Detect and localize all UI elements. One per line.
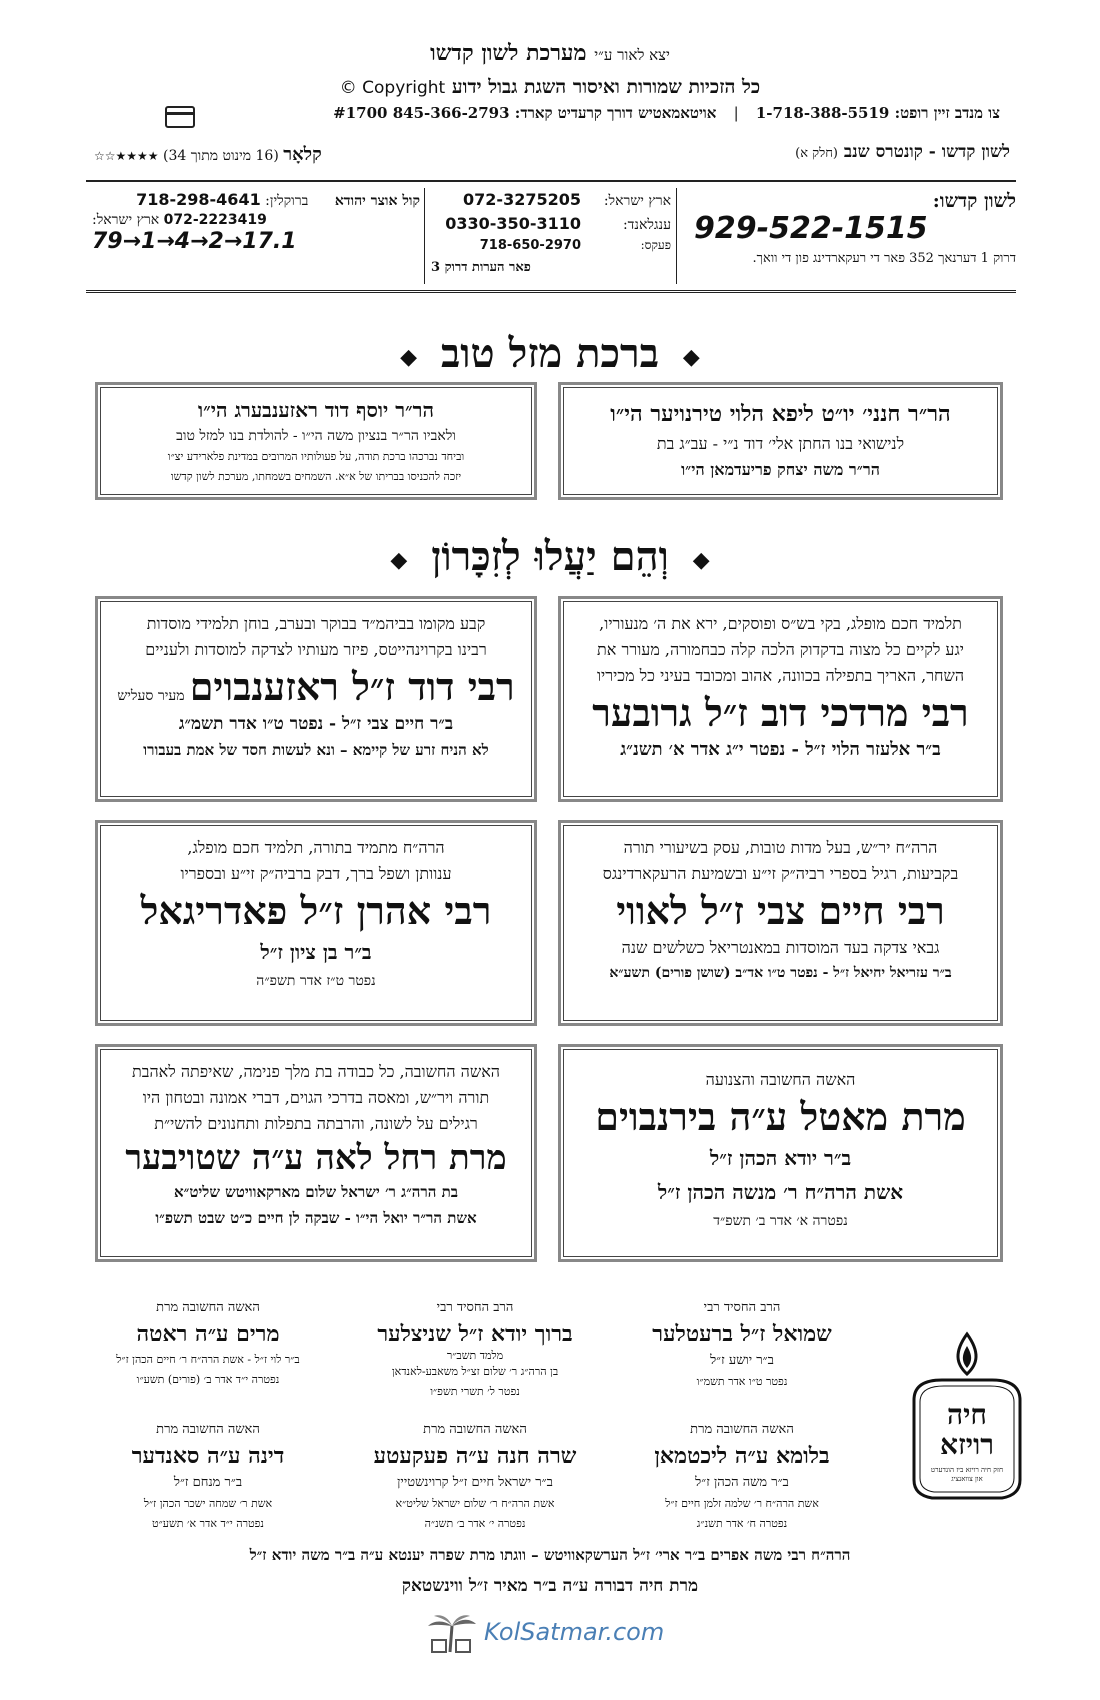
- memorial-box-1: [558, 596, 1003, 802]
- fax-number: 718-650-2970: [479, 238, 581, 253]
- mazal-tov-title: [0, 330, 1100, 377]
- mazal-left-line3: וביחד נברכהו ברכת תודה, על פעולותיו המרובים במדינת פלארידע יצ״ו: [167, 450, 465, 463]
- memorial-father: ב״ר בן ציון ז״ל: [260, 940, 372, 964]
- grid-cell-1: [612, 1298, 872, 1392]
- grid-cell-5: [345, 1420, 605, 1534]
- clear-minutes: (16 מינוט מתוך 34): [163, 148, 279, 164]
- kol-col: [92, 190, 420, 254]
- grid-line: נפטרה י״ד אדר א׳ תשע״ט: [151, 1517, 265, 1530]
- diamond-icon: ◆: [682, 344, 700, 370]
- memorial-note: לא הניח זרע של קיימא – ונא לעשות חסד של אמת בעבורו: [143, 741, 489, 759]
- israel-number: 072-3275205: [463, 190, 581, 209]
- header-donate: צו מנדב זיין רופט: 1-718-388-5519 | אויטאמאטיש דורך קרעדיט קארד: 845-366-2793 #1700: [333, 104, 1000, 122]
- dial-sequence: 79→1→4→2→17.1: [92, 229, 297, 254]
- notes-label: פאר הערות דרוק 3: [431, 260, 531, 275]
- memorial-name: רבי מרדכי דוב ז״ל גרובער: [592, 690, 969, 735]
- clear-indicator: [88, 144, 322, 165]
- mazal-left-name: הר״ר יוסף דוד ראזענבערג הי״ו: [198, 398, 434, 422]
- grid-line: ב״ר יושע ז״ל: [710, 1353, 774, 1368]
- grid-title: הרב החסיד רבי: [703, 1300, 781, 1315]
- grid-line: ב״ר מנחם ז״ל: [173, 1475, 243, 1490]
- memorial-box-5: [558, 1044, 1003, 1262]
- memorial-father: בת הרה״ג ר׳ ישראל שלום מארקאוויטש שליט״א: [173, 1183, 459, 1201]
- memorial-line: הרה״ח יר״ש, בעל מדות טובות, עסק בשיעורי תורה: [623, 838, 938, 857]
- rights-text: כל הזכיות שמורות ואיסור השגת גבול ידוע: [451, 76, 761, 98]
- kol-israel-label: ארץ ישראל:: [92, 212, 160, 228]
- grid-line: מלמד תשב״ר: [446, 1349, 504, 1362]
- mazal-right-line2: לנישואי בנו החתן אלי׳ דוד נ״י - עב״ג בת: [656, 434, 905, 453]
- header-publisher: [0, 40, 1100, 66]
- memorial-line: הרה״ח מתמיד בתורה, תלמיד חכם מופלג,: [187, 838, 445, 857]
- memorial-date: נפטרה א׳ אדר ב׳ תשפ״ד: [713, 1213, 848, 1229]
- memorial-line: קבע מקומו בביהמ״ד בבוקר ובערב, בוחן תלמידי מוסדות: [146, 614, 486, 633]
- mazal-box-left: [95, 382, 537, 500]
- kolsatmar-logo[interactable]: [420, 1612, 700, 1656]
- memorial-father: ב״ר יודא הכהן ז״ל: [709, 1146, 852, 1170]
- candle-name-top: חיה: [946, 1398, 988, 1431]
- copyright-text: Copyright ©: [339, 78, 446, 98]
- phone-box: [86, 180, 1016, 293]
- memorial-husband: אשת הר״ר יואל הי״ו - שבקה לן חיים כ״ט שבט תשפ״ו: [155, 1209, 477, 1227]
- clear-label: קלאָר: [283, 144, 322, 165]
- grid-line: ב״ר ישראל חיים ז״ל קרוינשטיין: [397, 1475, 553, 1490]
- intl-col: [431, 190, 671, 275]
- memorial-name: מרת רחל לאה ע״ה שטויבער: [125, 1138, 507, 1178]
- grid-cell-6: [78, 1420, 338, 1534]
- lashon-label: לשון קדשו:: [932, 190, 1016, 212]
- memorial-father: ב״ר חיים צבי ז״ל - נפטר ט״ו אדר תשמ״ג: [178, 714, 454, 734]
- grid-cell-3: [78, 1298, 338, 1390]
- memorial-father: ב״ר אלעזר הלוי ז״ל - נפטר י״ג אדר א׳ תשנ״ג: [620, 739, 941, 760]
- memorial-text: וְהֵם יַעֲלוּ לְזִכָּרוֹן: [431, 533, 669, 580]
- header-rights: [0, 76, 1100, 99]
- publisher-prefix: יצא לאור ע״י: [594, 46, 670, 64]
- donate-card: אויטאמאטיש דורך קרעדיט קארד: 845-366-2793 #1700: [333, 104, 717, 122]
- memorial-box-2: [95, 596, 537, 802]
- memorial-name: רבי דוד ז״ל ראזענבוים: [189, 664, 515, 709]
- memorial-name: רבי אהרן ז״ל פאדריגאל: [140, 888, 492, 933]
- memorial-name: מרת מאטל ע״ה בירנבוים: [595, 1094, 966, 1139]
- memorial-date: נפטר ט״ז אדר תשפ״ה: [256, 973, 376, 989]
- grid-line: נפטר ל׳ תשרי תשפ״ו: [430, 1385, 520, 1398]
- mazal-left-line4: יזכה להכניסו בבריתו של א״א. השמחים בשמחתו, מערכת לשון קדשו: [170, 470, 462, 483]
- england-number: 0330-350-3110: [445, 214, 581, 233]
- footer-line-2: מרת חיה דבורה ע״ה ב״ר מאיר ז״ל ווינשטאק: [401, 1576, 699, 1596]
- fax-label: פעקס:: [640, 238, 671, 252]
- memorial-origin: מעיר סעליש: [117, 688, 185, 704]
- memorial-line: רבינו בקרוינהייטס, פיזר מעותיו לצדקה למוסדות ולעניים: [145, 640, 487, 659]
- memorial-husband: אשת הרה״ח ר׳ מנשה הכהן ז״ל: [657, 1180, 904, 1204]
- england-label: ענגלאנד:: [622, 217, 671, 233]
- grid-line: נפטרה י׳ אדר ב׳ תשנ״ה: [424, 1517, 526, 1530]
- grid-name: ברוך יודא ז״ל שניצלער: [377, 1321, 573, 1347]
- memorial-line: בקביעות, רגיל בספרי רביה״ק זי״ע ובשמיעת הרעקארדינגס: [602, 864, 959, 883]
- memorial-father: ב״ר עזריאל יחיאל ז״ל - נפטר ט״ו אד״ב (שושן פורים) תשע״א: [609, 965, 952, 981]
- donate-phone: צו מנדב זיין רופט: 1-718-388-5519: [755, 104, 1000, 122]
- grid-line: אשת הרה״ח ר׳ שלום ישראל שליט״א: [395, 1497, 555, 1510]
- grid-line: ב״ר לוי ז״ל - אשת הרה״ח ר׳ חיים הכהן ז״ל: [116, 1353, 300, 1366]
- grid-line: בן הרה״ג ר׳ שלום זצ״ל משאבע-לאנדאן: [391, 1365, 559, 1378]
- diamond-icon: ◆: [400, 344, 418, 370]
- print-note: דרוק 1 דערנאך 352 פאר די רעקארדינג פון די וואך.: [752, 251, 1016, 266]
- credit-card-icon: [165, 106, 195, 128]
- lashon-col: [686, 190, 1016, 266]
- grid-cell-4: [612, 1420, 872, 1534]
- memorial-line: תורה ויר״ש, ומאסה בדרכי הגוים, דברי אמונה ובטחון היו: [142, 1088, 490, 1107]
- candle-caption: חזק חיה רויזא ביז הונדערט און צוואנציג: [930, 1466, 1004, 1483]
- brooklyn-label: ברוקלין:: [265, 193, 309, 209]
- series-text: לשון קדשו - קונטרס שנב: [843, 142, 1010, 162]
- footer-line-1: הרה״ח רבי משה אפרים ב״ר ארי׳ ז״ל הערשקאוויטש – ווגתו מרת שפרה יענטא ע״ה ב״ר משה יודא ז״ל: [249, 1546, 851, 1564]
- grid-line: אשת ר׳ שמחה ישכר הכהן ז״ל: [143, 1497, 273, 1510]
- israel-label: ארץ ישראל:: [603, 193, 671, 209]
- memorial-candle-emblem: [902, 1330, 1032, 1520]
- kol-israel-number: 072-2223419: [163, 212, 267, 228]
- grid-title: הרב החסיד רבי: [436, 1300, 514, 1315]
- grid-title: האשה החשובה מרת: [423, 1422, 527, 1437]
- memorial-line: גבאי צדקה בעד המוסדות במאנטריאל כשלשים שנה: [621, 938, 940, 957]
- memorial-line: תלמיד חכם מופלג, בקי בש״ס ופוסקים, ירא את ה׳ מנעוריו,: [599, 614, 962, 633]
- grid-name: בלומא ע״ה ליכטמאן: [654, 1443, 830, 1469]
- palm-tree-logo-icon: [420, 1612, 480, 1656]
- grid-cell-2: [345, 1298, 605, 1402]
- memorial-line: רגילים על לשונה, והרבתה בתפלות ותחנונים להשי״ת: [154, 1114, 478, 1133]
- mazal-tov-text: ברכת מזל טוב: [441, 330, 659, 377]
- grid-line: אשת הרה״ח ר׳ שלמה זלמן חיים ז״ל: [665, 1497, 819, 1510]
- mazal-right-line3: הר״ר משה יצחק פריעדמאן הי״ו: [681, 460, 880, 479]
- grid-line: נפטרה י״ד אדר ב׳ (פורים) תשע״ו: [136, 1373, 280, 1386]
- mazal-right-name: הר״ר חנני׳ יו״ט ליפא הלוי טירנויער הי״ו: [610, 401, 951, 427]
- grid-title: האשה החשובה מרת: [156, 1300, 260, 1315]
- memorial-box-6: [95, 1044, 537, 1262]
- memorial-line: האשה החשובה, כל כבודה בת מלך פנימה, שאיפתה לאהבת: [131, 1062, 501, 1081]
- publisher-name: מערכת לשון קדשו: [430, 40, 587, 66]
- grid-name: מרים ע״ה ראטה: [136, 1321, 280, 1347]
- grid-line: נפטר ט״ו אדר תשמ״ו: [696, 1375, 788, 1388]
- grid-line: ב״ר משה הכהן ז״ל: [695, 1475, 789, 1490]
- grid-line: נפטרה ח׳ אדר תשנ״ג: [696, 1517, 788, 1530]
- memorial-line: ענוותן ושפל ברך, דבק ברביה״ק זי״ע ובספריו: [180, 864, 452, 883]
- grid-title: האשה החשובה מרת: [690, 1422, 794, 1437]
- lashon-number: 929-522-1515: [694, 211, 928, 246]
- memorial-box-3: [558, 820, 1003, 1026]
- grid-name: שרה חנה ע״ה פעקעטע: [373, 1443, 577, 1469]
- diamond-icon: ◆: [390, 547, 408, 573]
- brand-text[interactable]: KolSatmar.com: [484, 1618, 665, 1646]
- memorial-box-4: [95, 820, 537, 1026]
- memorial-title: [0, 533, 1100, 580]
- grid-title: האשה החשובה מרת: [156, 1422, 260, 1437]
- memorial-line: האשה החשובה והצנועה: [705, 1070, 856, 1089]
- memorial-line: יגע לקיים כל מצוה בדקדוק הלכה קלה כבחמורה, מעורר את: [597, 640, 964, 659]
- grid-name: שמואל ז״ל ברעטלער: [652, 1321, 832, 1347]
- brooklyn-number: 718-298-4641: [136, 190, 261, 209]
- rating-stars: ★★★★☆☆: [94, 149, 159, 163]
- memorial-name: רבי חיים צבי ז״ל לאווי: [616, 888, 945, 933]
- mazal-left-line2: ולאביו הר״ר בנציון משה הי״ו - להולדת בנו למזל טוב: [176, 428, 456, 444]
- candle-name-bottom: רויזא: [939, 1428, 995, 1461]
- series-part: (חלק א): [795, 146, 838, 161]
- grid-name: דינה ע״ה סאנדער: [131, 1443, 285, 1469]
- mazal-box-right: [558, 382, 1003, 500]
- diamond-icon: ◆: [692, 547, 710, 573]
- kol-label: קול אוצר יהודא: [334, 193, 420, 209]
- memorial-line: השחר, האריך בתפילה בכוונה, אהוב ומכובד בעיני כל מכיריו: [596, 666, 965, 685]
- series-title: [795, 142, 1010, 162]
